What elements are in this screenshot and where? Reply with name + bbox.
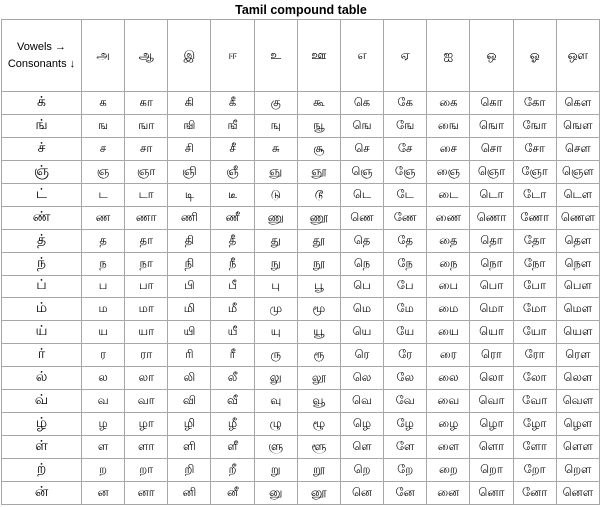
- table-row: [2, 160, 600, 183]
- compound-cell: நி: [168, 252, 211, 275]
- compound-cell: சே: [384, 137, 427, 160]
- compound-cell: வோ: [513, 390, 556, 413]
- compound-cell: ரே: [384, 344, 427, 367]
- compound-cell: கி: [168, 92, 211, 115]
- compound-cell: தீ: [211, 229, 254, 252]
- compound-cell: தே: [384, 229, 427, 252]
- compound-cell: றூ: [297, 459, 340, 482]
- compound-cell: ளோ: [513, 436, 556, 459]
- compound-cell: ளு: [254, 436, 297, 459]
- compound-cell: வா: [125, 390, 168, 413]
- compound-cell: கை: [427, 92, 470, 115]
- compound-cell: யி: [168, 321, 211, 344]
- compound-cell: மு: [254, 298, 297, 321]
- compound-cell: றௌ: [556, 459, 599, 482]
- vowel-header: ஏ: [384, 20, 427, 92]
- compound-cell: தூ: [297, 229, 340, 252]
- compound-cell: சை: [427, 137, 470, 160]
- compound-cell: ஙூ: [297, 114, 340, 137]
- consonant-header: ம்: [2, 298, 82, 321]
- compound-cell: தை: [427, 229, 470, 252]
- compound-cell: லு: [254, 367, 297, 390]
- compound-cell: மெ: [340, 298, 383, 321]
- header-row: [2, 20, 600, 92]
- compound-cell: நூ: [297, 252, 340, 275]
- compound-cell: ஙை: [427, 114, 470, 137]
- compound-cell: மொ: [470, 298, 513, 321]
- compound-cell: சி: [168, 137, 211, 160]
- compound-cell: த: [82, 229, 125, 252]
- compound-cell: டு: [254, 183, 297, 206]
- compound-cell: ர: [82, 344, 125, 367]
- table-row: [2, 436, 600, 459]
- compound-cell: மே: [384, 298, 427, 321]
- compound-cell: மை: [427, 298, 470, 321]
- compound-cell: ரெ: [340, 344, 383, 367]
- compound-cell: லெ: [340, 367, 383, 390]
- vowel-header: இ: [168, 20, 211, 92]
- compound-cell: ஞொ: [470, 160, 513, 183]
- compound-cell: ழீ: [211, 413, 254, 436]
- compound-cell: ம: [82, 298, 125, 321]
- compound-cell: லி: [168, 367, 211, 390]
- table-row: [2, 114, 600, 137]
- vowel-header: எ: [340, 20, 383, 92]
- consonant-header: ழ்: [2, 413, 82, 436]
- compound-cell: னா: [125, 481, 168, 504]
- compound-cell: சொ: [470, 137, 513, 160]
- compound-cell: ளீ: [211, 436, 254, 459]
- compound-cell: ழு: [254, 413, 297, 436]
- compound-cell: று: [254, 459, 297, 482]
- compound-cell: ணொ: [470, 206, 513, 229]
- compound-cell: ஞை: [427, 160, 470, 183]
- compound-cell: ளி: [168, 436, 211, 459]
- compound-cell: யொ: [470, 321, 513, 344]
- compound-cell: கெ: [340, 92, 383, 115]
- compound-cell: ழெ: [340, 413, 383, 436]
- compound-cell: நௌ: [556, 252, 599, 275]
- compound-cell: நு: [254, 252, 297, 275]
- compound-cell: யை: [427, 321, 470, 344]
- compound-cell: ற: [82, 459, 125, 482]
- compound-cell: யு: [254, 321, 297, 344]
- consonant-header: ப்: [2, 275, 82, 298]
- compound-cell: லே: [384, 367, 427, 390]
- compound-cell: ஙீ: [211, 114, 254, 137]
- compound-cell: ஞோ: [513, 160, 556, 183]
- compound-cell: றெ: [340, 459, 383, 482]
- compound-cell: னெ: [340, 481, 383, 504]
- vowel-header: ஒ: [470, 20, 513, 92]
- compound-cell: ழௌ: [556, 413, 599, 436]
- compound-cell: லீ: [211, 367, 254, 390]
- compound-cell: ங: [82, 114, 125, 137]
- compound-cell: து: [254, 229, 297, 252]
- table-row: [2, 275, 600, 298]
- compound-cell: ஙி: [168, 114, 211, 137]
- table-row: [2, 481, 600, 504]
- table-row: [2, 390, 600, 413]
- compound-cell: பி: [168, 275, 211, 298]
- compound-cell: ரௌ: [556, 344, 599, 367]
- compound-cell: னௌ: [556, 481, 599, 504]
- consonant-header: த்: [2, 229, 82, 252]
- compound-cell: டௌ: [556, 183, 599, 206]
- compound-cell: ரை: [427, 344, 470, 367]
- consonant-header: ச்: [2, 137, 82, 160]
- compound-cell: ளெ: [340, 436, 383, 459]
- compound-cell: மி: [168, 298, 211, 321]
- compound-cell: ணூ: [297, 206, 340, 229]
- compound-cell: ஞே: [384, 160, 427, 183]
- table-body: [2, 92, 600, 505]
- compound-cell: நீ: [211, 252, 254, 275]
- compound-cell: யே: [384, 321, 427, 344]
- compound-cell: ஙே: [384, 114, 427, 137]
- compound-cell: ணீ: [211, 206, 254, 229]
- table-row: [2, 344, 600, 367]
- compound-cell: க: [82, 92, 125, 115]
- compound-cell: ளொ: [470, 436, 513, 459]
- compound-cell: ஞு: [254, 160, 297, 183]
- compound-cell: றே: [384, 459, 427, 482]
- compound-cell: ய: [82, 321, 125, 344]
- compound-cell: மோ: [513, 298, 556, 321]
- compound-cell: வே: [384, 390, 427, 413]
- table-row: [2, 413, 600, 436]
- compound-cell: ஞீ: [211, 160, 254, 183]
- compound-cell: டொ: [470, 183, 513, 206]
- compound-cell: பொ: [470, 275, 513, 298]
- compound-cell: நை: [427, 252, 470, 275]
- compound-cell: வூ: [297, 390, 340, 413]
- compound-cell: ணெ: [340, 206, 383, 229]
- vowel-header: ஈ: [211, 20, 254, 92]
- compound-cell: றோ: [513, 459, 556, 482]
- consonant-header: க்: [2, 92, 82, 115]
- compound-cell: தெ: [340, 229, 383, 252]
- vowel-header: ஊ: [297, 20, 340, 92]
- compound-cell: னூ: [297, 481, 340, 504]
- compound-cell: பெ: [340, 275, 383, 298]
- compound-cell: ஞூ: [297, 160, 340, 183]
- compound-cell: டூ: [297, 183, 340, 206]
- compound-cell: டி: [168, 183, 211, 206]
- compound-cell: டே: [384, 183, 427, 206]
- compound-cell: பை: [427, 275, 470, 298]
- compound-cell: ழூ: [297, 413, 340, 436]
- consonant-header: ங்: [2, 114, 82, 137]
- compound-cell: வு: [254, 390, 297, 413]
- compound-cell: ணௌ: [556, 206, 599, 229]
- compound-cell: ட: [82, 183, 125, 206]
- compound-cell: ரீ: [211, 344, 254, 367]
- compound-cell: டெ: [340, 183, 383, 206]
- consonant-header: ந்: [2, 252, 82, 275]
- compound-cell: மௌ: [556, 298, 599, 321]
- compound-cell: வி: [168, 390, 211, 413]
- compound-cell: ளா: [125, 436, 168, 459]
- table-row: [2, 367, 600, 390]
- compound-cell: லூ: [297, 367, 340, 390]
- compound-cell: தா: [125, 229, 168, 252]
- compound-cell: கே: [384, 92, 427, 115]
- compound-cell: ப: [82, 275, 125, 298]
- compound-cell: றொ: [470, 459, 513, 482]
- compound-cell: ரு: [254, 344, 297, 367]
- compound-cell: போ: [513, 275, 556, 298]
- compound-cell: ளூ: [297, 436, 340, 459]
- compound-cell: பீ: [211, 275, 254, 298]
- compound-cell: றீ: [211, 459, 254, 482]
- compound-cell: லை: [427, 367, 470, 390]
- compound-cell: நா: [125, 252, 168, 275]
- compound-cell: றி: [168, 459, 211, 482]
- compound-cell: னீ: [211, 481, 254, 504]
- compound-cell: ரொ: [470, 344, 513, 367]
- compound-cell: ளே: [384, 436, 427, 459]
- compound-cell: மா: [125, 298, 168, 321]
- compound-cell: ணி: [168, 206, 211, 229]
- compound-cell: மீ: [211, 298, 254, 321]
- compound-cell: கா: [125, 92, 168, 115]
- compound-cell: டோ: [513, 183, 556, 206]
- compound-cell: தி: [168, 229, 211, 252]
- compound-cell: நொ: [470, 252, 513, 275]
- compound-cell: கோ: [513, 92, 556, 115]
- compound-cell: ஙோ: [513, 114, 556, 137]
- consonant-header: ஞ்: [2, 160, 82, 183]
- compound-cell: வ: [82, 390, 125, 413]
- compound-cell: தோ: [513, 229, 556, 252]
- compound-cell: னு: [254, 481, 297, 504]
- compound-cell: கொ: [470, 92, 513, 115]
- consonant-header: ற்: [2, 459, 82, 482]
- compound-cell: நே: [384, 252, 427, 275]
- compound-cell: செ: [340, 137, 383, 160]
- compound-cell: ச: [82, 137, 125, 160]
- table-row: [2, 183, 600, 206]
- compound-cell: ழ: [82, 413, 125, 436]
- compound-cell: பௌ: [556, 275, 599, 298]
- compound-cell: ன: [82, 481, 125, 504]
- consonant-header: ட்: [2, 183, 82, 206]
- corner-header: [2, 20, 82, 92]
- vowels-axis-label: Vowels →: [17, 40, 66, 53]
- compound-cell: வீ: [211, 390, 254, 413]
- compound-cell: னொ: [470, 481, 513, 504]
- compound-cell: ளை: [427, 436, 470, 459]
- compound-cell: சா: [125, 137, 168, 160]
- compound-cell: ஞா: [125, 160, 168, 183]
- compound-cell: லோ: [513, 367, 556, 390]
- compound-cell: ஙௌ: [556, 114, 599, 137]
- compound-cell: ந: [82, 252, 125, 275]
- compound-cell: தௌ: [556, 229, 599, 252]
- vowel-header: ஐ: [427, 20, 470, 92]
- compound-cell: பே: [384, 275, 427, 298]
- table-row: [2, 229, 600, 252]
- compound-cell: ள: [82, 436, 125, 459]
- compound-cell: ழி: [168, 413, 211, 436]
- compound-cell: லா: [125, 367, 168, 390]
- compound-cell: ரி: [168, 344, 211, 367]
- compound-cell: ணு: [254, 206, 297, 229]
- compound-cell: ஙெ: [340, 114, 383, 137]
- compound-cell: றை: [427, 459, 470, 482]
- table-row: [2, 298, 600, 321]
- table-row: [2, 459, 600, 482]
- compound-cell: டீ: [211, 183, 254, 206]
- compound-cell: சீ: [211, 137, 254, 160]
- consonant-header: ல்: [2, 367, 82, 390]
- compound-cell: னை: [427, 481, 470, 504]
- consonant-header: ண்: [2, 206, 82, 229]
- compound-cell: யூ: [297, 321, 340, 344]
- compound-cell: வெ: [340, 390, 383, 413]
- compound-cell: யா: [125, 321, 168, 344]
- compound-cell: டை: [427, 183, 470, 206]
- compound-cell: ஙா: [125, 114, 168, 137]
- compound-cell: சோ: [513, 137, 556, 160]
- table-title: Tamil compound table: [235, 3, 367, 17]
- table-row: [2, 92, 600, 115]
- compound-cell: னே: [384, 481, 427, 504]
- compound-cell: னோ: [513, 481, 556, 504]
- compound-cell: வை: [427, 390, 470, 413]
- consonant-header: ர்: [2, 344, 82, 367]
- compound-cell: கூ: [297, 92, 340, 115]
- compound-cell: நெ: [340, 252, 383, 275]
- consonant-header: ய்: [2, 321, 82, 344]
- compound-cell: ணா: [125, 206, 168, 229]
- compound-cell: ழே: [384, 413, 427, 436]
- compound-cell: பா: [125, 275, 168, 298]
- compound-cell: கௌ: [556, 92, 599, 115]
- compound-cell: ழை: [427, 413, 470, 436]
- compound-table: [1, 19, 600, 505]
- compound-cell: ஞெ: [340, 160, 383, 183]
- compound-cell: யௌ: [556, 321, 599, 344]
- table-row: [2, 137, 600, 160]
- compound-cell: ழோ: [513, 413, 556, 436]
- compound-cell: பூ: [297, 275, 340, 298]
- compound-cell: சூ: [297, 137, 340, 160]
- compound-cell: ளௌ: [556, 436, 599, 459]
- compound-cell: சௌ: [556, 137, 599, 160]
- vowel-header: அ: [82, 20, 125, 92]
- compound-cell: ண: [82, 206, 125, 229]
- compound-cell: யெ: [340, 321, 383, 344]
- compound-cell: கீ: [211, 92, 254, 115]
- consonant-header: ன்: [2, 481, 82, 504]
- compound-cell: லௌ: [556, 367, 599, 390]
- compound-cell: டா: [125, 183, 168, 206]
- compound-cell: யோ: [513, 321, 556, 344]
- compound-cell: தொ: [470, 229, 513, 252]
- compound-cell: ணை: [427, 206, 470, 229]
- compound-cell: சு: [254, 137, 297, 160]
- compound-cell: ஞௌ: [556, 160, 599, 183]
- compound-cell: ஙொ: [470, 114, 513, 137]
- table-row: [2, 206, 600, 229]
- compound-cell: ரா: [125, 344, 168, 367]
- compound-cell: பு: [254, 275, 297, 298]
- compound-cell: ஞி: [168, 160, 211, 183]
- compound-cell: ணே: [384, 206, 427, 229]
- compound-cell: கு: [254, 92, 297, 115]
- compound-cell: ல: [82, 367, 125, 390]
- consonant-header: ள்: [2, 436, 82, 459]
- compound-cell: னி: [168, 481, 211, 504]
- vowel-header: ஓ: [513, 20, 556, 92]
- compound-cell: ரோ: [513, 344, 556, 367]
- vowel-header: ஔ: [556, 20, 599, 92]
- compound-cell: ரூ: [297, 344, 340, 367]
- compound-cell: நோ: [513, 252, 556, 275]
- table-row: [2, 321, 600, 344]
- consonant-header: வ்: [2, 390, 82, 413]
- compound-cell: ழொ: [470, 413, 513, 436]
- compound-cell: வௌ: [556, 390, 599, 413]
- consonants-axis-label: Consonants ↓: [7, 57, 76, 70]
- compound-cell: ஙு: [254, 114, 297, 137]
- compound-cell: லொ: [470, 367, 513, 390]
- vowel-header: ஆ: [125, 20, 168, 92]
- compound-cell: ழா: [125, 413, 168, 436]
- table-row: [2, 252, 600, 275]
- compound-cell: மூ: [297, 298, 340, 321]
- vowel-header: உ: [254, 20, 297, 92]
- compound-cell: றா: [125, 459, 168, 482]
- compound-cell: வொ: [470, 390, 513, 413]
- compound-cell: ணோ: [513, 206, 556, 229]
- compound-cell: ஞ: [82, 160, 125, 183]
- compound-cell: யீ: [211, 321, 254, 344]
